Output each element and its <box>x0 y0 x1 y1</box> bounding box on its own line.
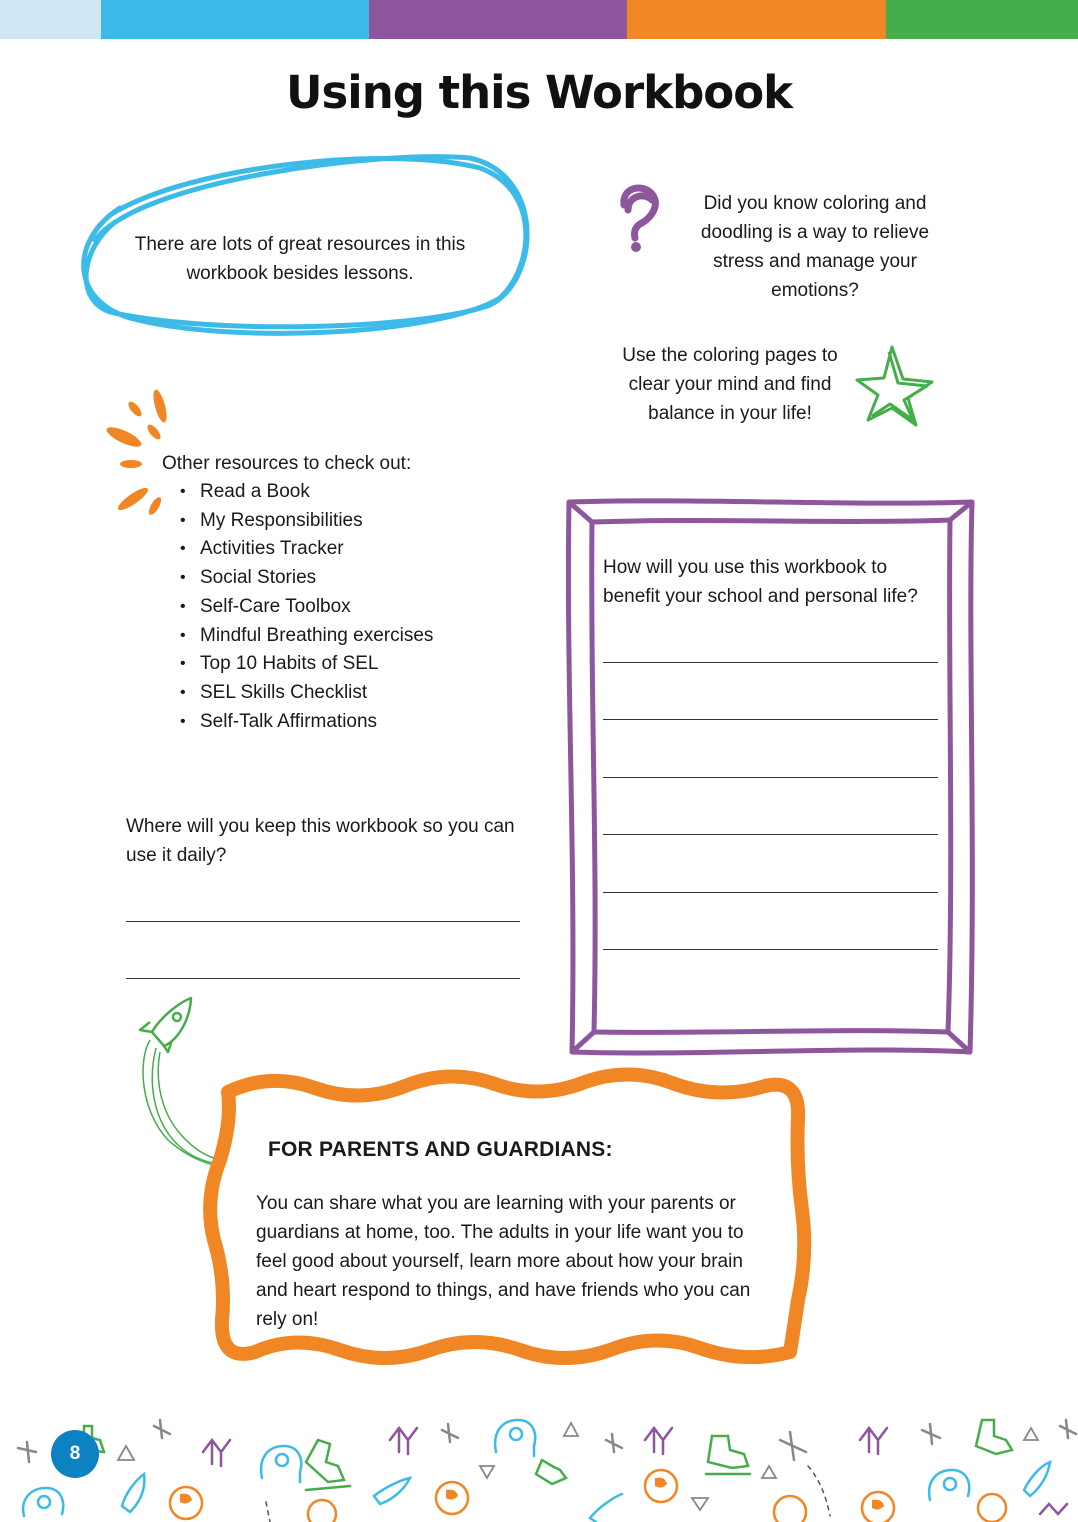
ice-skate-icon <box>84 1420 1012 1490</box>
where-keep-line2: use it daily? <box>126 845 227 866</box>
how-use-line1: How will you use this workbook to <box>603 557 888 578</box>
rocket-icon <box>140 998 222 1166</box>
footer-pattern <box>18 1420 1076 1522</box>
burst-icon <box>104 388 169 516</box>
answer-line[interactable] <box>126 921 520 922</box>
list-item: • Activities Tracker <box>180 535 433 564</box>
how-use-line2: benefit your school and personal life? <box>603 586 918 607</box>
answer-line[interactable] <box>603 949 938 950</box>
coloring-pages-line1: Use the coloring pages to <box>622 345 838 366</box>
coloring-tip-line4: emotions? <box>771 280 859 301</box>
parents-line1: You can share what you are learning with your parents or <box>256 1193 736 1214</box>
parents-heading: FOR PARENTS AND GUARDIANS: <box>268 1138 613 1161</box>
resources-note-line1: There are lots of great resources in this <box>134 234 466 255</box>
triangle-icon <box>118 1423 1038 1510</box>
globe-icon <box>170 1470 894 1522</box>
list-item: • Self-Talk Affirmations <box>180 708 433 737</box>
parents-line3: feel good about yourself, learn more about how your brain <box>256 1251 743 1272</box>
other-resources-heading: Other resources to check out: <box>162 453 412 474</box>
answer-line[interactable] <box>126 978 520 979</box>
answer-line[interactable] <box>603 892 938 893</box>
list-item: • My Responsibilities <box>180 507 433 536</box>
smiley-icon <box>308 1494 1006 1522</box>
list-item: • Self-Care Toolbox <box>180 593 433 622</box>
page-title: Using this Workbook <box>285 66 793 119</box>
how-use-prompt <box>603 553 943 611</box>
head-gears-icon <box>23 1420 969 1516</box>
list-item: • Social Stories <box>180 564 433 593</box>
resources-list <box>180 478 433 736</box>
parents-text <box>256 1189 776 1334</box>
list-item: • Read a Book <box>180 478 433 507</box>
list-item: • SEL Skills Checklist <box>180 679 433 708</box>
coloring-pages-note <box>600 341 860 428</box>
parents-line4: and heart respond to things, and have friends who you can <box>256 1280 751 1301</box>
parents-line5: rely on! <box>256 1309 319 1330</box>
answer-line[interactable] <box>603 719 938 720</box>
resources-note-line2: workbook besides lessons. <box>186 263 414 284</box>
list-item: • Top 10 Habits of SEL <box>180 650 433 679</box>
resources-note <box>120 230 480 288</box>
coloring-tip-line3: stress and manage your <box>713 251 917 272</box>
airplane-icon <box>18 1420 1076 1462</box>
star-icon <box>857 347 932 425</box>
question-mark-icon <box>624 188 656 238</box>
coloring-tip-line2: doodling is a way to relieve <box>700 222 930 243</box>
answer-line[interactable] <box>603 777 938 778</box>
people-icon <box>203 1428 1067 1514</box>
page-number-badge: 8 <box>51 1430 99 1478</box>
answer-line[interactable] <box>603 662 938 663</box>
coloring-pages-line2: clear your mind and find <box>628 374 832 395</box>
question-mark-dot <box>631 242 641 252</box>
parents-line2: guardians at home, too. The adults in your life want you to <box>256 1222 744 1243</box>
list-item: • Mindful Breathing exercises <box>180 622 433 651</box>
coloring-tip <box>680 189 950 305</box>
coloring-pages-line3: balance in your life! <box>648 403 812 424</box>
where-keep-line1: Where will you keep this workbook so you can <box>126 816 515 837</box>
coloring-tip-line1: Did you know coloring and <box>703 193 927 214</box>
answer-line[interactable] <box>603 834 938 835</box>
where-keep-prompt <box>126 812 546 870</box>
